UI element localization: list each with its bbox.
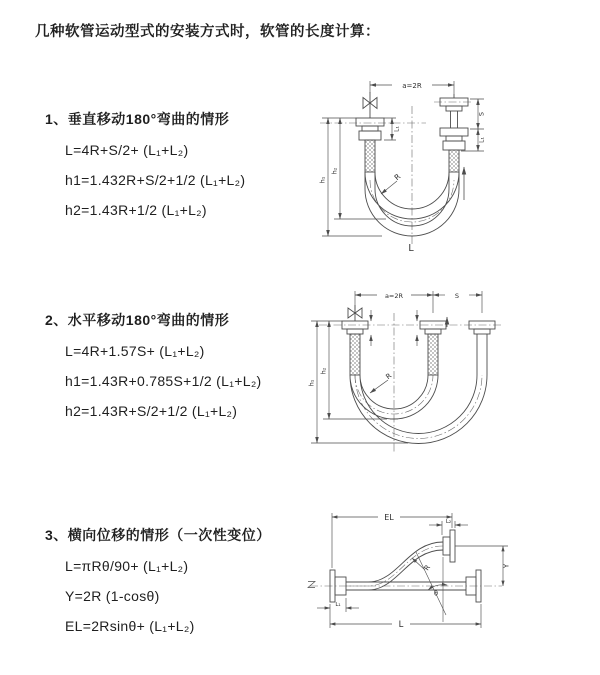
figure-horizontal-180-bend [303, 283, 593, 463]
right-flange-fitting-displaced [469, 321, 495, 334]
left-flange-fitting [356, 118, 384, 140]
middle-flange-fitting [420, 321, 446, 334]
left-hose-braid [350, 334, 360, 375]
section-1-formula-L: L=4R+S/2+ (L₁+L₂) [65, 142, 189, 158]
radius-label: R [384, 371, 394, 382]
section-horizontal-movement [45, 311, 310, 432]
u-bend-arcs [350, 375, 487, 444]
hose-assembly [308, 530, 481, 622]
upper-flange-fitting-displaced [443, 530, 455, 562]
section-3-formula-Y: Y=2R (1-cosθ) [65, 588, 160, 604]
middle-hose-braid [428, 334, 438, 375]
figure-vertical-180-bend [312, 72, 584, 257]
radius-leader [381, 181, 397, 194]
dim-label-el: EL [384, 512, 394, 522]
hose-curve-walls [368, 542, 443, 590]
radius-label: R [392, 171, 403, 183]
page-title: 几种软管运动型式的安装方式时，软管的长度计算： [35, 24, 380, 40]
section-2-formula-h1: h1=1.43R+0.785S+1/2 (L₁+L₂) [65, 373, 262, 389]
dimension-labels [335, 513, 510, 630]
right-pipe [451, 111, 458, 128]
section-1-heading: 1、垂直移动180°弯曲的情形 [45, 111, 230, 127]
left-flange-fitting [342, 321, 368, 334]
dimension-lines [317, 513, 508, 628]
radius-label: R [422, 563, 433, 573]
right-flange-upper-position [440, 98, 468, 111]
section-3-formula-EL: EL=2Rsinθ+ (L₁+L₂) [65, 618, 195, 634]
right-leg-walls [477, 334, 487, 375]
dim-label-l1: L₁ [335, 602, 341, 608]
section-2-formula-h2: h2=1.43R+S/2+1/2 (L₁+L₂) [65, 403, 238, 419]
section-3-formula-L: L=πRθ/90+ (L₁+L₂) [65, 558, 189, 574]
dim-label-l2: L₂ [445, 519, 452, 526]
right-flange-lower-position [440, 128, 468, 150]
section-2-heading: 2、水平移动180°弯曲的情形 [45, 312, 230, 328]
dim-label-a2r: a=2R [384, 291, 404, 300]
radius-leader [370, 380, 388, 393]
angle-label: θ [434, 589, 438, 598]
section-lateral-displacement [45, 526, 310, 647]
left-hose-braid [365, 140, 375, 172]
section-2-formula-L: L=4R+1.57S+ (L₁+L₂) [65, 343, 205, 359]
dim-label-s: S [454, 291, 460, 300]
dim-label-l1-right: L₁ [478, 137, 486, 143]
dim-label-l: L [398, 619, 404, 630]
vertical-bend-drawing [312, 72, 584, 257]
dim-label-h2: h₂ [330, 167, 339, 175]
theta-inclined-line [416, 552, 446, 615]
length-label: L [408, 243, 414, 254]
section-1-formula-h2: h2=1.43R+1/2 (L₁+L₂) [65, 202, 207, 218]
dim-label-a2r: a=2R [402, 81, 422, 90]
dim-label-h2: h₂ [319, 367, 328, 375]
dimension-labels [319, 82, 486, 254]
right-hose-braid [449, 150, 459, 172]
centerlines [310, 546, 502, 586]
section-3-heading: 3、横向位移的情形（一次性变位） [45, 527, 271, 543]
dim-label-h1: h₁ [318, 176, 327, 184]
pipe-axis-break-mark [308, 582, 315, 588]
dim-label-h1: h₁ [307, 379, 316, 387]
dim-label-y: Y [502, 563, 511, 569]
dim-label-l1-left: L₁ [393, 126, 401, 132]
section-1-formula-h1: h1=1.432R+S/2+1/2 (L₁+L₂) [65, 172, 246, 188]
lateral-displacement-drawing [296, 506, 592, 656]
figure-lateral-displacement [296, 506, 592, 656]
dimension-lines [322, 81, 484, 236]
hose-assembly [342, 305, 495, 444]
section-vertical-movement [45, 110, 310, 231]
dim-label-s: S [477, 111, 486, 117]
horizontal-bend-drawing [303, 283, 593, 463]
